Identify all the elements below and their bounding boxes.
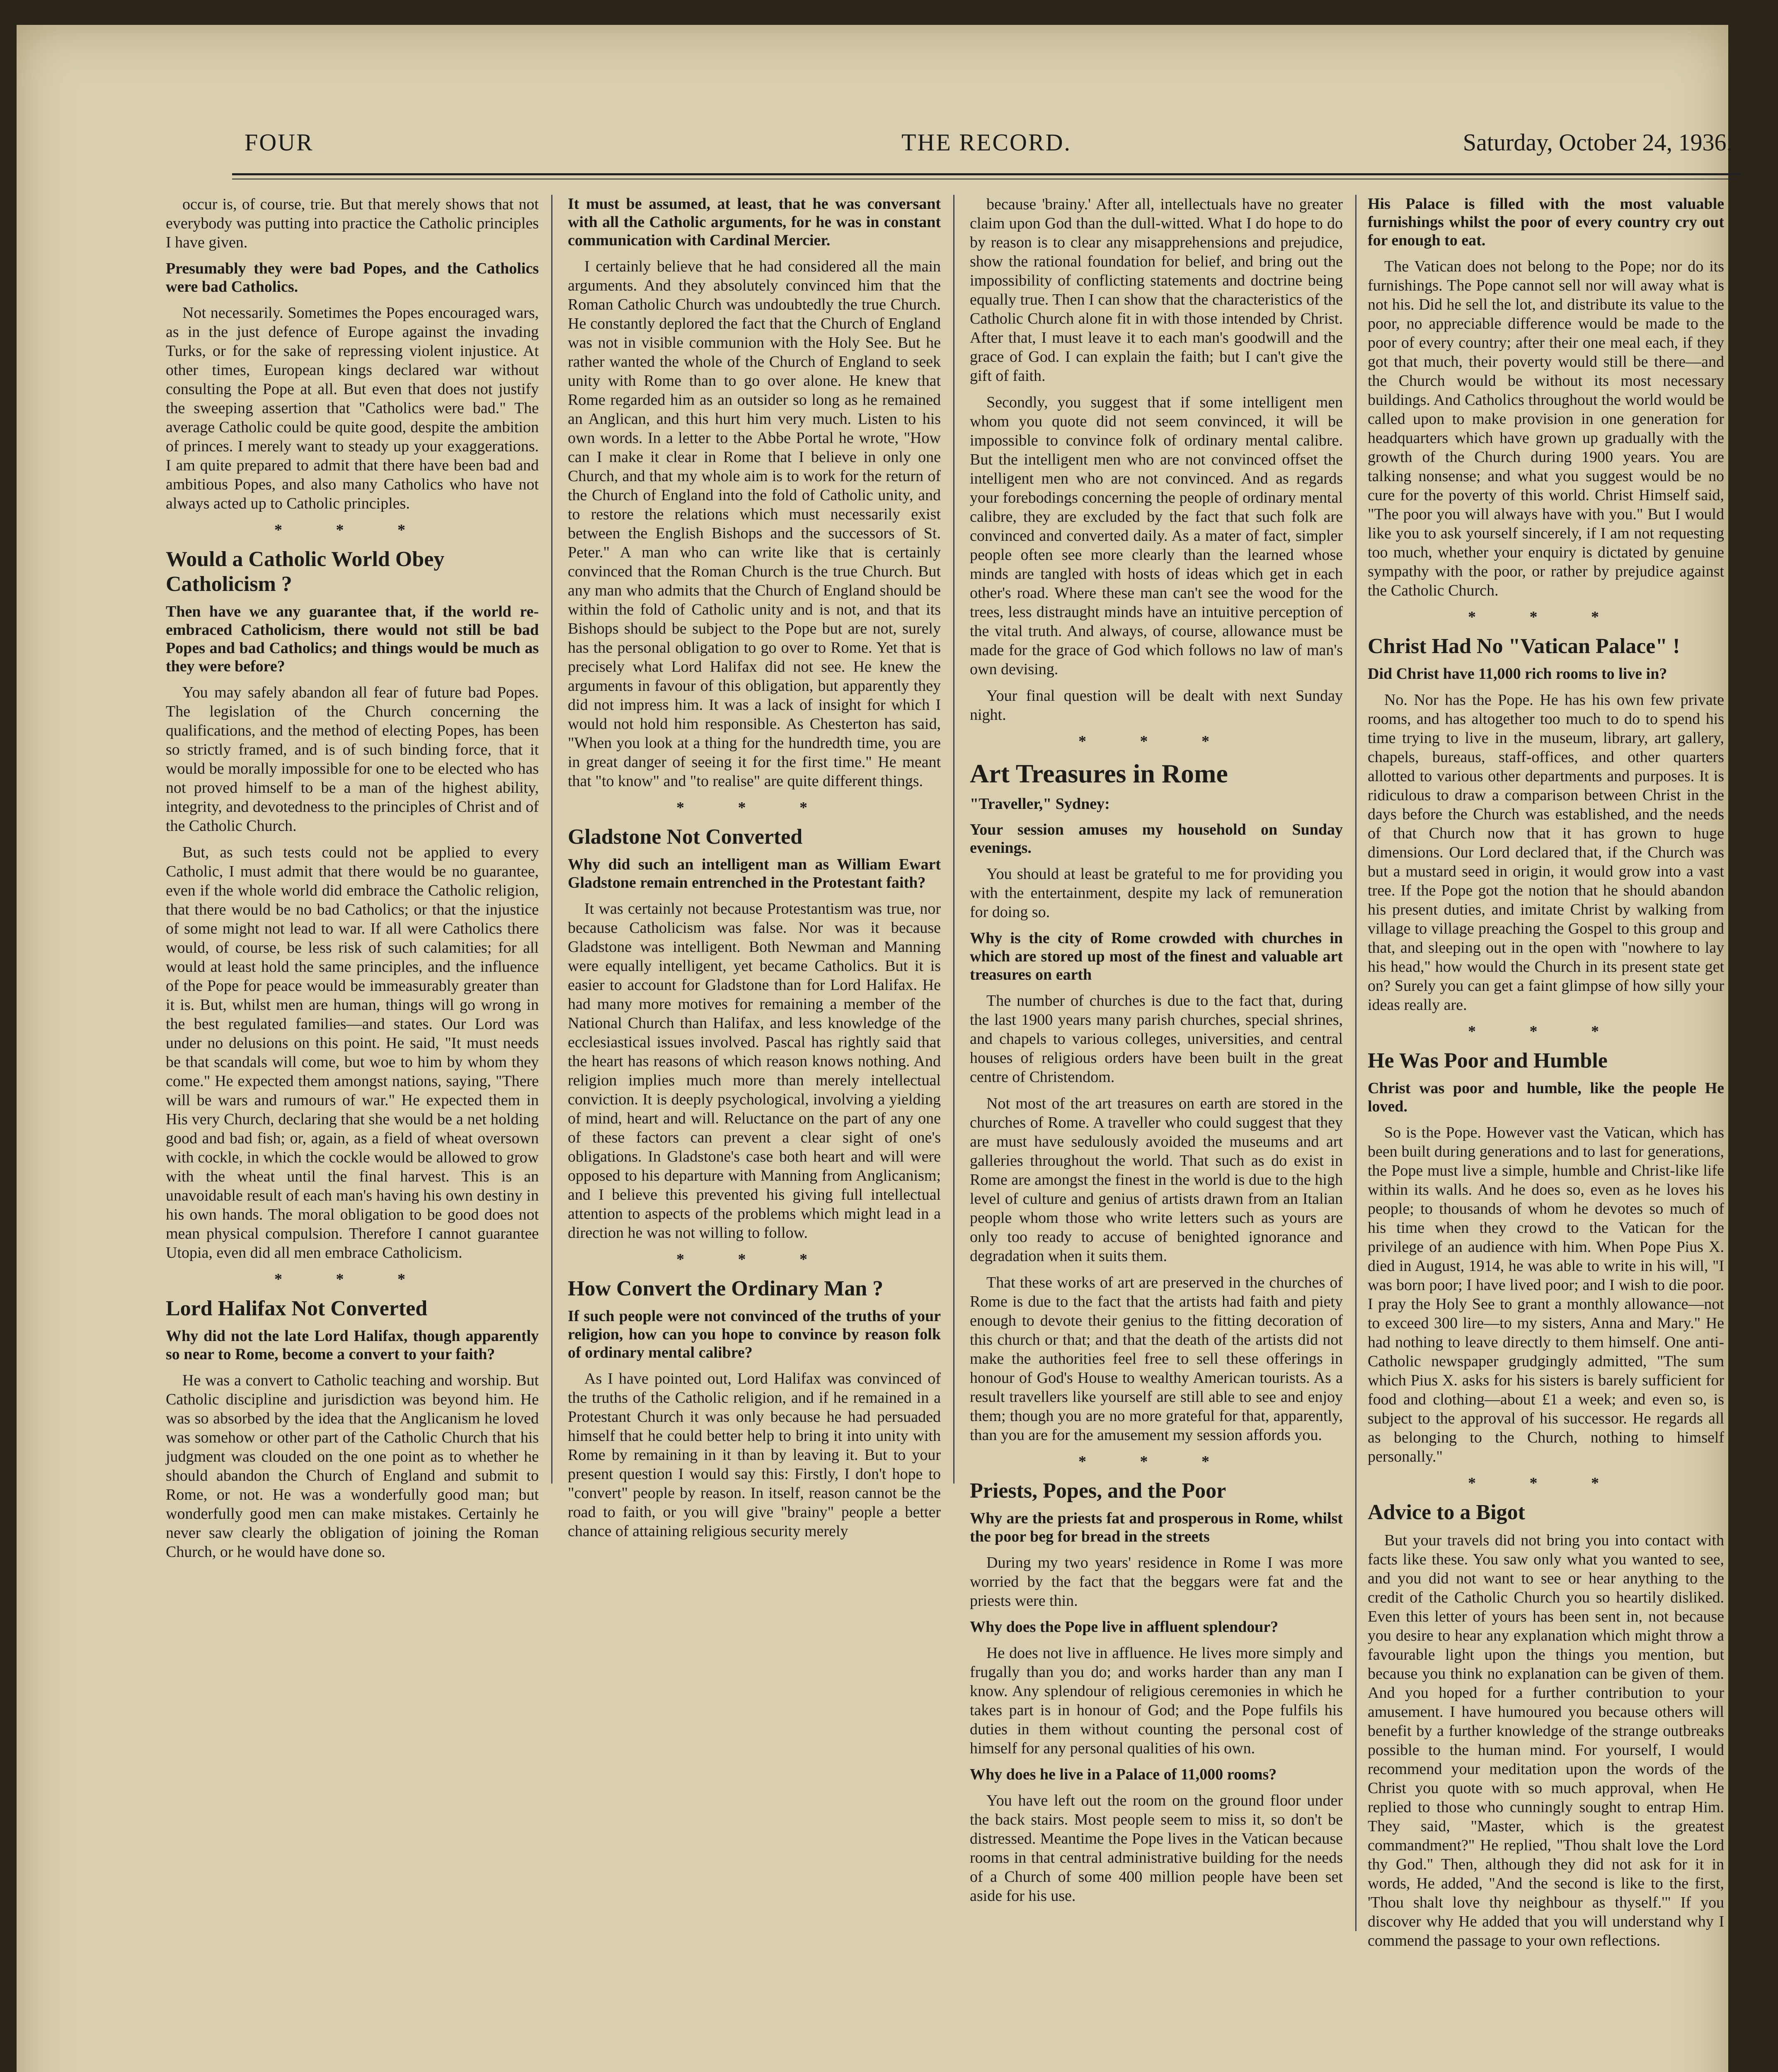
issue-date: Saturday, October 24, 1936.: [1463, 129, 1732, 156]
separator-stars: * * *: [1078, 1453, 1234, 1470]
question: Presumably they were bad Popes, and the Catholics were bad Catholics.: [166, 260, 539, 295]
paragraph: But, as such tests could not be applied to every Catholic, I must admit that there would be no guarantee, even if the whole world did embrace the Catholic religion, that there would be no bad Catholics; or that the injustice of some might not lead to war. If all were Catholics there would, of course, be less risk of such calamities; for all would at least hold the same principles, and the influence of the Pope for peace would be immeasurably greater than it is. But, whilst men are human, things will go wrong in the best regulated families—and states. Our Lord was under no delusions on this point. He said, "It must needs be that scandals will come, but woe to him by whom they come." He expected them amongst nations, saying, "There will be wars and rumours of war." He expected them in His very Church, declaring that she would be a net holding good and bad fish; or, again, as a field of wheat oversown with cockle, in which the cockle would be allowed to grow with the wheat until the final harvest. This is an unavoidable result of each man's having his own destiny in his own hands. The moral obligation to be good does not mean physical compulsion. Therefore I cannot guarantee Utopia, even did all men embrace Catholicism.: [166, 844, 539, 1261]
question: If such people were not convinced of the truths of your religion, how can you hope to convince by reason folk of ordinary mental calibre?: [568, 1307, 941, 1361]
column-divider: [953, 195, 954, 1484]
paragraph: occur is, of course, trie. But that merely shows that not everybody was putting into practice the Catholic principles I have given.: [166, 196, 539, 251]
separator-stars: * * *: [676, 1251, 832, 1268]
heading: Advice to a Bigot: [1368, 1501, 1525, 1524]
paragraph: Secondly, you suggest that if some intelligent men whom you quote did not seem convinced, it will be impossible to convince folk of ordinary mental calibre. But the intelligent men who are not convinced offset the intelligent men who are not convinced. And as regards your forebodings concerning the people of ordinary mental calibre, they are excluded by the fact that such folk are convinced and converted daily. As a mater of fact, simpler people often see more clearly than the learned whose minds are tangled with hosts of ideas which get in each other's road. Where these man can't see the wood for the trees, less distraught minds have an intuitive perception of the vital truth. And always, of course, allowance must be made for the grace of God which follows no law of man's own devising.: [970, 394, 1343, 678]
paragraph: The Vatican does not belong to the Pope; nor do its furnishings. The Pope cannot sell nor will away what is not his. Did he sell the lot, and distribute its value to the poor, no appreciable difference would be made to the poor of every country; after their one meal each, if they got that much, their poverty would still be there—and the Church would be without its most necessary buildings. And Catholics throughout the world would be called upon to make provision in one generation for headquarters which have grown up gradually with the growth of the Church during 1900 years. You are talking nonsense; and what you suggest would be no cure for the poverty of this world. Christ Himself said, "The poor you will always have with you." But I would like you to ask yourself sincerely, if I am not requesting too much, whether your enquiry is dictated by genuine sympathy with the poor, or rather by prejudice against the Catholic Church.: [1368, 258, 1724, 599]
column-1: [166, 195, 539, 1569]
question: Why does he live in a Palace of 11,000 rooms?: [970, 1766, 1277, 1783]
question: Why did not the late Lord Halifax, though apparently so near to Rome, become a convert to your faith?: [166, 1327, 539, 1363]
heading: Lord Halifax Not Converted: [166, 1297, 428, 1320]
heading: Would a Catholic World Obey Catholicism ?: [166, 547, 445, 596]
heading: Christ Had No "Vatican Palace" !: [1368, 634, 1680, 658]
paragraph: He was a convert to Catholic teaching and worship. But Catholic discipline and jurisdiction was beyond him. He was so absorbed by the idea that the Anglicanism he loved was somehow or other part of the Catholic Church that his judgment was clouded on the one point as to whether he should abandon the Church of England and submit to Rome, or not. He was a wonderfully good man; but wonderfully good men can make mistakes. Certainly he never saw clearly the obligation of joining the Roman Church, or he would have done so.: [166, 1372, 539, 1561]
paragraph: You should at least be grateful to me for providing you with the entertainment, despite my lack of remuneration for doing so.: [970, 865, 1343, 921]
column-2: [568, 195, 941, 1548]
question: Why did such an intelligent man as William Ewart Gladstone remain entrenched in the Protestant faith?: [568, 856, 941, 891]
separator-stars: * * *: [274, 1271, 430, 1288]
column-4: [1368, 195, 1724, 1958]
heading: How Convert the Ordinary Man ?: [568, 1277, 884, 1300]
paragraph: You may safely abandon all fear of future bad Popes. The legislation of the Church concerning the qualifications, and the method of electing Popes, has been so strictly framed, and is of such binding force, that it would be morally impossible for one to be elected who has not proved himself to be a man of the highest ability, integrity, and devotedness to the principles of Christ and of the Catholic Church.: [166, 684, 539, 835]
paragraph: I certainly believe that he had considered all the main arguments. And they absolutely convinced him that the Roman Catholic Church was undoubtedly the true Church. He constantly deplored the fact that the Church of England was not in visible communion with the Holy See. But he rather wanted the whole of the Church of England to seek unity with Rome than to go over alone. He knew that Rome regarded him as an outsider so long as he remained an Anglican, and this hurt him very much. Listen to his own words. In a letter to the Abbe Portal he wrote, "How can I make it clear in Rome that I believe in only one Church, and that my whole aim is to work for the return of the Church of England into the fold of Catholic unity, and to restore the relations which must necessarily exist between the English Bishops and the successors of St. Peter." A man who can write like that is certainly convinced that the Roman Church is the true Church. But any man who admits that the Church of England should be within the fold of Catholic unity and is not, and that its Bishops should be subject to the Pope but are not, surely has the personal obligation to go over to Rome. Yet that is precisely what Lord Halifax did not see. He knew the arguments in favour of this obligation, but apparently they did not impress him. It was a lack of insight for which I would not hold him responsible. As Chesterton has said, "When you look at a thing for the hundredth time, you are in great danger of seeing it for the first time." He meant that "to know" and "to realise" are quite different things.: [568, 258, 941, 790]
column-divider: [1355, 195, 1357, 1931]
column-3: [970, 195, 1343, 1931]
correspondent: "Traveller," Sydney:: [970, 795, 1110, 813]
paragraph: Your final question will be dealt with next Sunday night.: [970, 687, 1343, 724]
heading: Gladstone Not Converted: [568, 825, 803, 849]
paragraph: No. Nor has the Pope. He has his own few private rooms, and has altogether too much to do to spend his time trying to live in the museum, library, art gallery, chapels, bureaus, staff-offices, and other quarters allotted to various other departments and purposes. It is ridiculous to draw a comparison between Christ in the days before the Church was established, and the needs of that Church now that it has grown to huge dimensions. Our Lord declared that, if the Church was but a mustard seed in origin, it would grow into a vast tree. If the Pope got the notion that he should abandon his present duties, and imitate Christ by walking from village to village preaching the Gospel to this group and that, and sleeping out in the open with "nowhere to lay his head," how would the Church in its present state get on? Surely you can get a faint glimpse of how silly your ideas really are.: [1368, 691, 1724, 1014]
separator-stars: * * *: [1468, 1474, 1624, 1492]
paragraph: But your travels did not bring you into contact with facts like these. You saw only what you wanted to see, and you did not want to see or hear anything to the credit of the Catholic Church you so heartily disliked. Even this letter of yours has been sent in, not because you desire to hear any explanation which might throw a favourable light upon the things you mention, but because you think no explanation can be given of them. And you hoped for a further contribution to your amusement. I have humoured you because others will benefit by a further knowledge of the strange outbreaks possible to the human mind. For yourself, I would recommend your meditation upon the words of the Christ you quote with so much approval, when He replied to those who cunningly sought to entrap Him. They said, "Master, which is the greatest commandment?" He replied, "Thou shalt love the Lord thy God." Then, although they did not ask for it in words, He added, "And the second is like to the first, 'Thou shalt love thy neighbour as thyself.'" If you discover why He added that you will understand why I commend the passage to your own reflections.: [1368, 1532, 1724, 1949]
heading: He Was Poor and Humble: [1368, 1049, 1608, 1072]
separator-stars: * * *: [1468, 608, 1624, 626]
page-number: FOUR: [245, 129, 314, 156]
separator-stars: * * *: [676, 799, 832, 816]
question: Christ was poor and humble, like the people He loved.: [1368, 1080, 1724, 1115]
question: It must be assumed, at least, that he was conversant with all the Catholic arguments, for he was in constant communication with Cardinal Mercier.: [568, 195, 941, 249]
paragraph: He does not live in affluence. He lives more simply and frugally than you do; and works harder than any man I know. Any splendour of religious ceremonies in which he takes part is in honour of God; and the Pope fulfils his duties in them without counting the personal cost of himself for any personal qualities of his own.: [970, 1644, 1343, 1757]
question: Why are the priests fat and prosperous in Rome, whilst the poor beg for bread in the streets: [970, 1510, 1343, 1545]
paragraph: because 'brainy.' After all, intellectuals have no greater claim upon God than the dull-witted. What I do hope to do by reason is to clear any misapprehensions and prejudice, show the rational foundation for belief, and bring out the impossibility of conflicting statements and doctrine being equally true. Then I can show that the characteristics of the Catholic Church alone fit in with those intended by Christ. After that, I must leave it to each man's goodwill and the grace of God. I can explain the faith; but I can't give the gift of faith.: [970, 196, 1343, 385]
heading: Art Treasures in Rome: [970, 759, 1228, 788]
question: Why is the city of Rome crowded with churches in which are stored up most of the finest and valuable art treasures on earth: [970, 929, 1343, 983]
masthead: [232, 124, 1741, 170]
separator-stars: * * *: [1078, 733, 1234, 750]
separator-stars: * * *: [1468, 1023, 1624, 1040]
question: Then have we any guarantee that, if the world re-embraced Catholicism, there would not still be bad Popes and bad Catholics; and things would be much as they were before?: [166, 603, 539, 675]
paragraph: Not most of the art treasures on earth are stored in the churches of Rome. A traveller who could suggest that they are must have sedulously avoided the museums and art galleries throughout the world. That such as do exist in Rome are amongst the finest in the world is due to the high level of culture and genius of artists drawn from an Italian people whom those who write letters such as yours are only too ready to accuse of benighted ignorance and degradation when it suits them.: [970, 1095, 1343, 1265]
column-divider: [551, 195, 552, 1484]
question: Why does the Pope live in affluent splendour?: [970, 1618, 1279, 1636]
paragraph: During my two years' residence in Rome I was more worried by the fact that the beggars were fat and the priests were thin.: [970, 1554, 1343, 1610]
question: Your session amuses my household on Sunday evenings.: [970, 821, 1343, 857]
paragraph: So is the Pope. However vast the Vatican, which has been built during generations and to last for generations, the Pope must live a simple, humble and Christ-like life within its walls. And he does so, even as he loves his people; to thousands of whom he devotes so much of his time when they crowd to the Vatican for the privilege of an audience with him. When Pope Pius X. died in August, 1914, he was able to write in his will, "I was born poor; I have lived poor; and I wish to die poor. I pray the Holy See to grant a monthly allowance—not to exceed 300 lire—to my sisters, Anna and Mary." He had nothing to leave directly to them himself. One anti-Catholic newspaper grudgingly admitted, "The sum which Pius X. asks for his sisters is barely sufficient for food and clothing—about £1 a week; and even so, is subject to the approval of his successor. He regards all as belonging to the Church, nothing to himself personally.": [1368, 1124, 1724, 1465]
paragraph: As I have pointed out, Lord Halifax was convinced of the truths of the Catholic religion, and if he remained in a Protestant Church it was only because he had persuaded himself that he could better help to bring it into unity with Rome by remaining in it than by leaving it. But to your present question I would say this: Firstly, I don't hope to "convert" people by reason. In itself, reason cannot be the road to faith, or you will give "brainy" people a better chance of attaining religious security merely: [568, 1370, 941, 1540]
newspaper-title: THE RECORD.: [901, 129, 1071, 156]
separator-stars: * * *: [274, 521, 430, 539]
paragraph: You have left out the room on the ground floor under the back stairs. Most people seem to miss it, so don't be distressed. Meantime the Pope lives in the Vatican because rooms in that central administrative building for the needs of a Church of some 400 million people have been set aside for his use.: [970, 1792, 1343, 1905]
paragraph: That these works of art are preserved in the churches of Rome is due to the fact that the artists had faith and piety enough to devote their genius to the fitting decoration of this church or that; and that the death of the artists did not make the authorities feel free to sell these offerings in honour of God's House to wealthy American tourists. As a result travellers like yourself are still able to see and enjoy them; though you are no more grateful for that, apparently, than you are for the amusement my session affords you.: [970, 1274, 1343, 1444]
masthead-rule: [232, 173, 1741, 179]
heading: Priests, Popes, and the Poor: [970, 1479, 1226, 1503]
question: Did Christ have 11,000 rich rooms to live in?: [1368, 665, 1667, 683]
question: His Palace is filled with the most valuable furnishings whilst the poor of every country cry out for enough to eat.: [1368, 195, 1724, 249]
paragraph: The number of churches is due to the fact that, during the last 1900 years many parish churches, special shrines, and chapels to various colleges, universities, and central houses of religious orders have been built in the great centre of Christendom.: [970, 992, 1343, 1086]
paragraph: Not necessarily. Sometimes the Popes encouraged wars, as in the just defence of Europe against the invading Turks, or for the sake of repressing violent injustice. At other times, European kings declared war without consulting the Pope at all. But even that does not justify the sweeping assertion that "Catholics were bad." The average Catholic could be quite good, despite the ambition of princes. I merely want to steady up your exaggerations. I am quite prepared to admit that there have been bad and ambitious Popes, and also many Catholics who have not always acted up to Catholic principles.: [166, 304, 539, 512]
paragraph: It was certainly not because Protestantism was true, nor because Catholicism was false. Nor was it because Gladstone was intelligent. Both Newman and Manning were equally intelligent, yet became Catholics. But it is easier to account for Gladstone than for Lord Halifax. He had many more motives for remaining a member of the National Church than Halifax, and less knowledge of the ecclesiastical issues involved. Pascal has rightly said that the heart has reasons of which reason knows nothing. And religion implies much more than merely intellectual conviction. It is deeply psychological, involving a yielding of mind, heart and will. Reluctance on the part of any one of these factors can prevent a clear sight of one's obligations. In Gladstone's case both heart and will were opposed to his departure with Manning from Anglicanism; and I believe this prevented his giving full intellectual attention to aspects of the problems which might lead in a direction he was not willing to follow.: [568, 900, 941, 1242]
